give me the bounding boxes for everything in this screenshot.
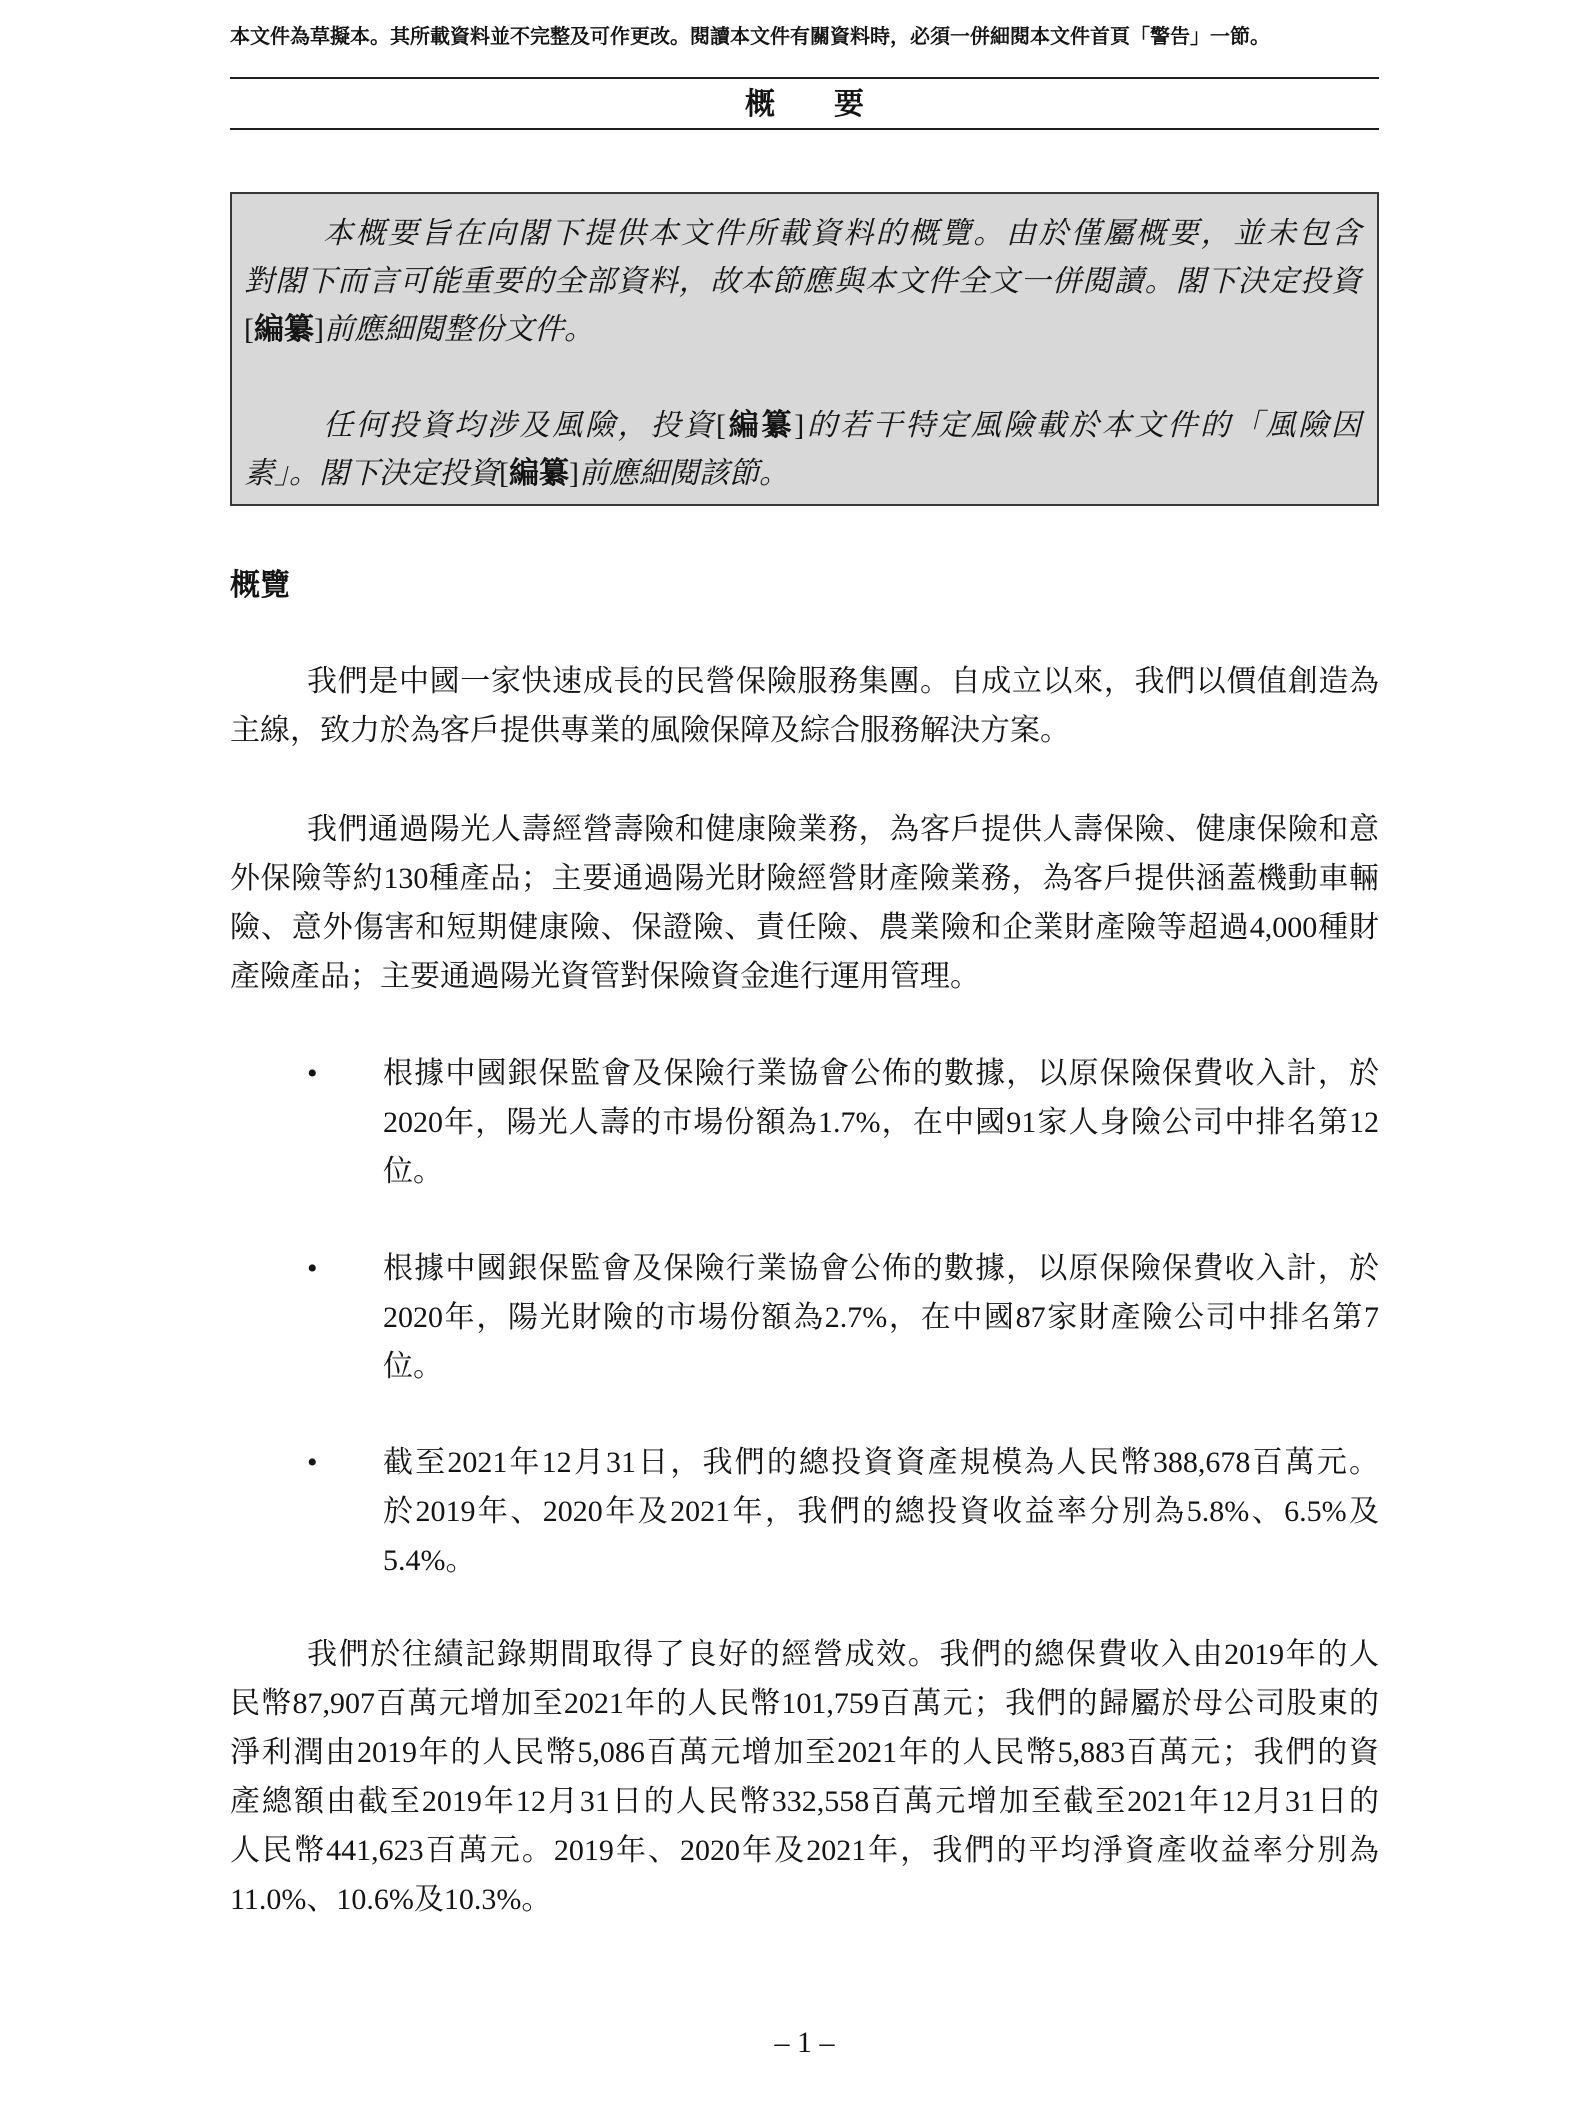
notice-text: 任何投資均涉及風險，投資 bbox=[323, 409, 716, 442]
paragraph-line: 產險產品；主要通過陽光資管對保險資金進行運用管理。 bbox=[230, 960, 980, 993]
overview-heading: 概覽 bbox=[230, 569, 290, 602]
header-rule-bottom bbox=[230, 128, 1379, 130]
bullet-line: 2020年，陽光財險的市場份額為2.7%，在中國87家財產險公司中排名第7 bbox=[383, 1301, 1379, 1334]
notice-line bbox=[244, 306, 1361, 354]
bullet-line: 根據中國銀保監會及保險行業協會公佈的數據，以原保險保費收入計，於 bbox=[383, 1252, 1379, 1285]
bullet-line: 2020年，陽光人壽的市場份額為1.7%，在中國91家人身險公司中排名第12 bbox=[383, 1106, 1379, 1139]
redaction-open-bracket: [ bbox=[244, 313, 254, 346]
redaction-open-bracket: [ bbox=[716, 409, 726, 442]
section-title: 概要 bbox=[745, 88, 923, 121]
paragraph-line: 主線，致力於為客戶提供專業的風險保障及綜合服務解決方案。 bbox=[230, 714, 1070, 747]
notice-text: 前應細閱整份文件。 bbox=[324, 313, 594, 346]
paragraph-line: 民幣87,907百萬元增加至2021年的人民幣101,759百萬元；我們的歸屬於母公司股東的 bbox=[230, 1687, 1379, 1720]
notice-paragraph bbox=[244, 210, 1361, 354]
bullet-line: 位。 bbox=[383, 1155, 443, 1188]
paragraph-line: 我們通過陽光人壽經營壽險和健康險業務，為客戶提供人壽保險、健康保險和意 bbox=[307, 813, 1379, 846]
notice-line: 對閣下而言可能重要的全部資料，故本節應與本文件全文一併閱讀。閣下決定投資 bbox=[244, 265, 1361, 298]
redaction-label: 編纂 bbox=[254, 313, 314, 346]
bullet-icon: • bbox=[307, 1057, 318, 1090]
body-paragraph bbox=[230, 1630, 1379, 1924]
paragraph-line: 產總額由截至2019年12月31日的人民幣332,558百萬元增加至截至2021年12月31日的 bbox=[230, 1785, 1379, 1818]
draft-disclaimer: 本文件為草擬本。其所載資料並不完整及可作更改。閱讀本文件有關資料時，必須一併細閱本文件首頁「警告」一節。 bbox=[230, 26, 1270, 48]
redaction-close-bracket: ] bbox=[314, 313, 324, 346]
bullet-line: 5.4%。 bbox=[383, 1544, 476, 1577]
notice-line bbox=[244, 450, 1361, 498]
redaction-open-bracket: [ bbox=[499, 457, 509, 490]
notice-text: 的若干特定風險載於本文件的「風險因 bbox=[804, 409, 1361, 442]
bullet-item bbox=[307, 1244, 1379, 1391]
notice-paragraph bbox=[244, 402, 1361, 498]
redaction-label: 編纂 bbox=[726, 409, 795, 442]
redaction-close-bracket: ] bbox=[569, 457, 579, 490]
bullet-item bbox=[307, 1049, 1379, 1196]
notice-text: 前應細閱該節。 bbox=[579, 457, 789, 490]
body-paragraph bbox=[230, 657, 1379, 755]
page-number: – 1 – bbox=[774, 2026, 835, 2059]
header-rule-top bbox=[230, 77, 1379, 79]
notice-line bbox=[244, 402, 1361, 450]
paragraph-line: 險、意外傷害和短期健康險、保證險、責任險、農業險和企業財產險等超過4,000種財 bbox=[230, 911, 1379, 944]
paragraph-line: 我們於往績記錄期間取得了良好的經營成效。我們的總保費收入由2019年的人 bbox=[307, 1638, 1379, 1671]
bullet-line: 截至2021年12月31日，我們的總投資資產規模為人民幣388,678百萬元。 bbox=[383, 1446, 1379, 1479]
paragraph-line: 外保險等約130種產品；主要通過陽光財險經營財產險業務，為客戶提供涵蓋機動車輛 bbox=[230, 862, 1379, 895]
bullet-icon: • bbox=[307, 1252, 318, 1285]
bullet-line: 位。 bbox=[383, 1350, 443, 1383]
paragraph-line: 我們是中國一家快速成長的民營保險服務集團。自成立以來，我們以價值創造為 bbox=[307, 665, 1379, 698]
bullet-line: 根據中國銀保監會及保險行業協會公佈的數據，以原保險保費收入計，於 bbox=[383, 1057, 1379, 1090]
notice-line: 本概要旨在向閣下提供本文件所載資料的概覽。由於僅屬概要，並未包含 bbox=[323, 217, 1361, 250]
bullet-line: 於2019年、2020年及2021年，我們的總投資收益率分別為5.8%、6.5%及 bbox=[383, 1495, 1379, 1528]
redaction-label: 編纂 bbox=[509, 457, 569, 490]
notice-text: 素」。閣下決定投資 bbox=[244, 457, 499, 490]
paragraph-line: 人民幣441,623百萬元。2019年、2020年及2021年，我們的平均淨資產收益率分別為 bbox=[230, 1834, 1379, 1867]
body-paragraph bbox=[230, 805, 1379, 1001]
paragraph-line: 淨利潤由2019年的人民幣5,086百萬元增加至2021年的人民幣5,883百萬元；我們的資 bbox=[230, 1736, 1379, 1769]
bullet-item bbox=[307, 1438, 1379, 1585]
bullet-icon: • bbox=[307, 1446, 318, 1479]
notice-box bbox=[230, 192, 1379, 506]
paragraph-line: 11.0%、10.6%及10.3%。 bbox=[230, 1883, 552, 1916]
redaction-close-bracket: ] bbox=[794, 409, 805, 442]
